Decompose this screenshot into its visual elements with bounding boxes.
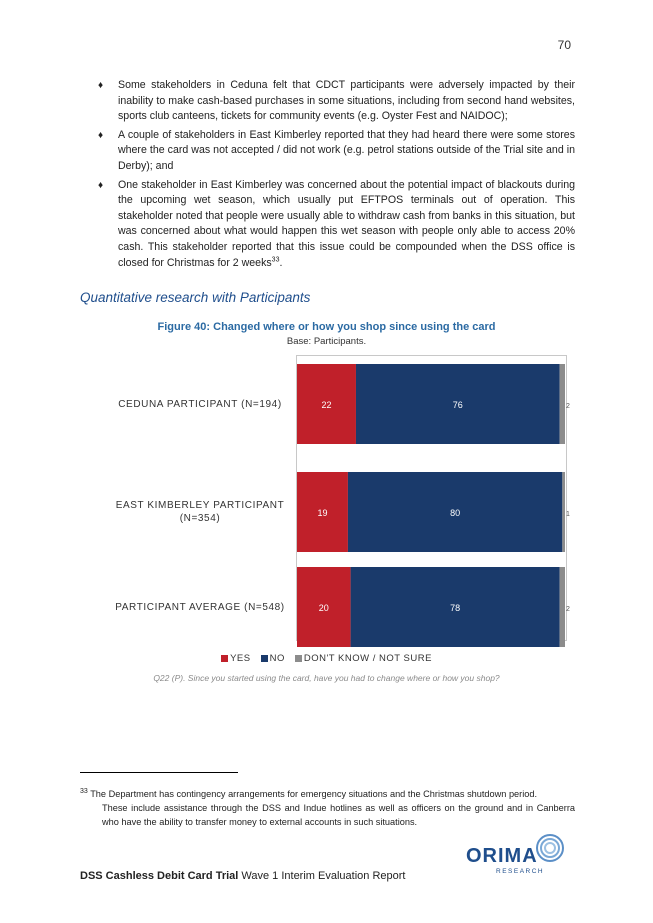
data-label-yes-1: 19 — [317, 508, 328, 518]
footer-title — [80, 870, 405, 882]
list-item: ♦ One stakeholder in East Kimberley was concerned about the potential impact of blackouts during the upcoming wet season, which usually put EFTPOS terminals out of operation. This stakeholder noted that people were usually able to withdraw cash from banks in this situation, but was concerned about what would happen this wet season with people only able to access 20% cash. This stakeholder reported that this issue could be compounded when the DSS office is closed for Christmas for 2 weeks$^{33}$. — [98, 178, 575, 269]
footer-normal: Wave 1 Interim Evaluation Report — [238, 870, 406, 882]
footnote — [80, 787, 575, 829]
section-heading: Quantitative research with Participants — [80, 290, 311, 305]
footer-bold: DSS Cashless Debit Card Trial — [80, 870, 239, 882]
bullet-text: A couple of stakeholders in East Kimberley reported that they had heard there were some stores where the card was not accepted / did not work (e.g. petrol stations outside of the Trial site and in Derby); and — [118, 128, 575, 172]
data-label-no-0: 76 — [452, 400, 463, 410]
category-label — [110, 398, 290, 411]
logo-text: ORIMA — [466, 845, 538, 867]
diamond-bullet-icon: ♦ — [98, 129, 104, 141]
category-label — [110, 499, 290, 525]
bar-don-t-know-not-sure-0 — [560, 364, 565, 444]
diamond-bullet-icon: ♦ — [98, 80, 104, 91]
data-label-yes-0: 22 — [321, 400, 332, 410]
footnote-number: 33 — [80, 787, 88, 795]
data-label-no-2: 78 — [450, 603, 461, 613]
legend-item — [221, 653, 251, 664]
figure-base: Base: Participants. — [286, 336, 367, 347]
category-label-line: EAST KIMBERLEY PARTICIPANT — [115, 500, 285, 511]
bullet-text: Some stakeholders in Ceduna felt that CDCT participants were adversely impacted by their inability to make cash-based purchases in some situations, including from second hand websites, sports club canteens, tickets for community events (e.g. Oyster Fest and NAIDOC); — [118, 79, 575, 123]
chart-legend — [0, 653, 653, 664]
bar-don-t-know-not-sure-2 — [560, 567, 565, 647]
footnote-rest: These include assistance through the DSS and Indue hotlines as well as officers on the ground and in Canberra who have the ability to transfer money to external accounts in such situations. — [102, 803, 575, 827]
logo-subtext: RESEARCH — [496, 868, 545, 875]
diamond-bullet-icon: ♦ — [98, 179, 104, 191]
legend-swatch-icon — [261, 655, 268, 662]
footnote-divider — [80, 772, 238, 773]
data-label-don-t-know-not-sure-1: 1 — [566, 511, 570, 518]
legend-item — [261, 653, 285, 664]
figure-title: Figure 40: Changed where or how you shop since using the card — [157, 321, 496, 333]
data-label-yes-2: 20 — [318, 603, 329, 613]
legend-swatch-icon — [221, 655, 228, 662]
footnote-reference[interactable]: 33 — [271, 256, 280, 263]
data-label-no-1: 80 — [450, 508, 461, 518]
bar-don-t-know-not-sure-1 — [562, 472, 565, 552]
legend-label: DON'T KNOW / NOT SURE — [303, 653, 432, 664]
bullet-text: One stakeholder in East Kimberley was concerned about the potential impact of blackouts during the upcoming wet season, which usually put EFTPOS terminals out of operation. This stakeholder noted that people were usually able to withdraw cash from banks in this situation, but was concerned about what would happen this wet season with people only able to access 20% cash. This stakeholder reported that this issue could be compounded when the DSS office is closed for Christmas for 2 weeks — [118, 178, 575, 269]
category-label — [110, 601, 290, 614]
question-text: Q22 (P). Since you started using the card, have you had to change where or how you shop? — [153, 673, 500, 683]
legend-label: NO — [269, 653, 285, 664]
legend-swatch-icon — [295, 655, 302, 662]
legend-item — [295, 653, 432, 664]
footnote-line-1: The Department has contingency arrangements for emergency situations and the Christmas shutdown period. — [90, 789, 538, 799]
data-label-don-t-know-not-sure-2: 2 — [566, 606, 570, 613]
page-number: 70 — [557, 38, 571, 52]
category-label-line: PARTICIPANT AVERAGE (N=548) — [115, 601, 285, 613]
category-label-line: CEDUNA PARTICIPANT (N=194) — [118, 398, 282, 410]
category-label-line: (N=354) — [179, 513, 221, 524]
data-label-don-t-know-not-sure-0: 2 — [566, 403, 570, 410]
legend-label: YES — [230, 653, 251, 664]
